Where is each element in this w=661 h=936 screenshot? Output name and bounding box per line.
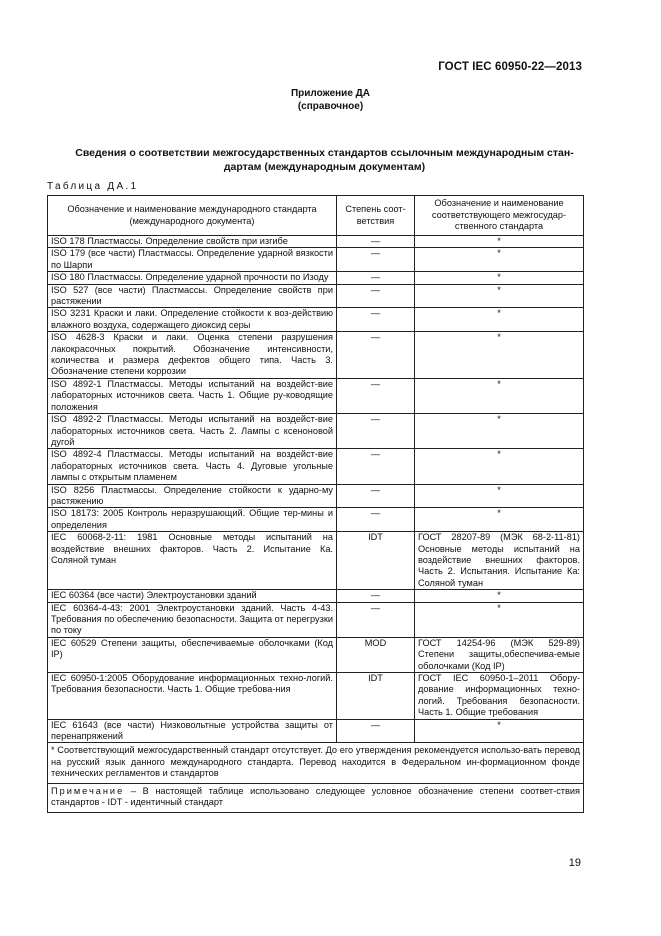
table-row [48,272,584,284]
cell-degree: IDT [337,532,415,590]
cell-national-standard: * [415,284,584,308]
table-row [48,590,584,602]
cell-degree: — [337,449,415,484]
cell-degree: — [337,719,415,743]
table-row [48,484,584,508]
note-label: Примечание [51,785,125,796]
table-row [48,414,584,449]
cell-international-standard: IEC 61643 (все части) Низковольтные устройства защиты от перенапряжений [48,719,337,743]
page-number: 19 [568,857,581,869]
cell-international-standard: ISO 4892-4 Пластмассы. Методы испытаний на воздейст-вие лабораторных источников света. Часть 4. Дуговые угольные лампы с открытым пламенем [48,449,337,484]
appendix-type: (справочное) [297,101,364,112]
cell-national-standard: * [415,590,584,602]
cell-national-standard: ГОСТ IEC 60950-1–2011 Обору-дование информационных техно-логий. Требования безопасности. Часть 1. Общие требования [415,673,584,720]
cell-degree: — [337,308,415,332]
cell-international-standard: ISO 179 (все части) Пластмассы. Определение ударной вязкости по Шарпи [48,248,337,272]
table-header-row [48,196,584,236]
cell-international-standard: IEC 60364 (все части) Электроустановки зданий [48,590,337,602]
correspondence-table-wrapper [47,195,583,813]
cell-degree: — [337,378,415,413]
cell-national-standard: * [415,378,584,413]
table-row [48,332,584,379]
cell-national-standard: * [415,272,584,284]
cell-international-standard: ISO 4628-3 Краски и лаки. Оценка степени разрушения лакокрасочных покрытий. Обозначение интенсивности, количества и размера дефектов общего типа. Часть 3. Обозначение степени коррозии [48,332,337,379]
cell-national-standard: * [415,308,584,332]
table-caption: Таблица ДА.1 [47,181,139,192]
header-national-standard: Обозначение и наименование соответствующего межгосудар-ственного стандарта [415,196,584,236]
table-row [48,508,584,532]
header-international-standard: Обозначение и наименование международного стандарта (международного документа) [48,196,337,236]
cell-degree: — [337,414,415,449]
cell-degree: — [337,332,415,379]
cell-national-standard: * [415,602,584,637]
note-text: – В настоящей таблице использовано следующее условное обозначение степени соответ-ствия стандартов - IDT - идентичный стандарт [51,785,580,808]
cell-degree: — [337,272,415,284]
table-row [48,284,584,308]
table-footnote: * Соответствующий межгосударственный стандарт отсутствует. До его утверждения рекомендуется использо-вать перевод на русский язык данного международного стандарта. Перевод находится в Федеральном ин-формационном фонде технических регламентов и стандартов [48,743,584,783]
table-body [48,236,584,743]
table-row [48,719,584,743]
cell-national-standard: * [415,719,584,743]
cell-international-standard: ISO 8256 Пластмассы. Определение стойкости к ударно-му растяжению [48,484,337,508]
cell-international-standard: IEC 60068-2-11: 1981 Основные методы испытаний на воздействие внешних факторов. Часть 2. Испытание Ка. Соляной туман [48,532,337,590]
cell-international-standard: IEC 60529 Степени защиты, обеспечиваемые оболочками (Код IP) [48,637,337,672]
cell-national-standard: * [415,414,584,449]
cell-international-standard: ISO 4892-2 Пластмассы. Методы испытаний на воздейст-вие лабораторных источников света. Часть 2. Лампы с ксеноновой дугой [48,414,337,449]
table-row [48,673,584,720]
section-title-line-2: дартам (международным документам) [223,161,426,173]
correspondence-table [47,195,584,813]
cell-national-standard: * [415,449,584,484]
note-row [48,783,584,812]
cell-national-standard: * [415,236,584,248]
table-row [48,308,584,332]
section-title [52,146,597,174]
cell-degree: — [337,248,415,272]
cell-national-standard: ГОСТ 28207-89 (МЭК 68-2-11-81) Основные методы испытаний на воздействие внешних факторов. Часть 2. Испытания. Испытание Ка: Соляной туман [415,532,584,590]
appendix-heading [0,87,661,113]
cell-international-standard: IEC 60950-1:2005 Оборудование информационных техно-логий. Требования безопасности. Часть 1. Общие требова-ния [48,673,337,720]
table-row [48,236,584,248]
cell-degree: — [337,236,415,248]
cell-degree: MOD [337,637,415,672]
cell-degree: — [337,590,415,602]
cell-national-standard: * [415,332,584,379]
cell-international-standard: ISO 527 (все части) Пластмассы. Определение свойств при растяжении [48,284,337,308]
cell-international-standard: ISO 178 Пластмассы. Определение свойств при изгибе [48,236,337,248]
cell-degree: — [337,508,415,532]
table-row [48,248,584,272]
cell-degree: IDT [337,673,415,720]
cell-degree: — [337,484,415,508]
footnote-row [48,743,584,783]
table-note [48,783,584,812]
cell-national-standard: * [415,248,584,272]
cell-international-standard: ISO 4892-1 Пластмассы. Методы испытаний на воздейст-вие лабораторных источников света. Часть 1. Общие ру-ководящие положения [48,378,337,413]
cell-international-standard: ISO 180 Пластмассы. Определение ударной прочности по Изоду [48,272,337,284]
cell-national-standard: * [415,508,584,532]
document-code: ГОСТ IEC 60950-22—2013 [438,61,582,73]
cell-national-standard: ГОСТ 14254-96 (МЭК 529-89) Степени защиты,обеспечива-емые оболочками (Код IP) [415,637,584,672]
appendix-title: Приложение ДА [290,88,371,99]
table-row [48,532,584,590]
table-row [48,378,584,413]
header-degree-of-correspondence: Степень соот-ветствия [337,196,415,236]
cell-degree: — [337,602,415,637]
cell-degree: — [337,284,415,308]
cell-international-standard: IEC 60364-4-43: 2001 Электроустановки зданий. Часть 4-43. Требования по обеспечению безопасности. Защита от перегрузки по току [48,602,337,637]
cell-national-standard: * [415,484,584,508]
cell-international-standard: ISO 18173: 2005 Контроль неразрушающий. Общие тер-мины и определения [48,508,337,532]
section-title-line-1: Сведения о соответствии межгосударственных стандартов ссылочным международным стан- [75,147,574,159]
table-row [48,602,584,637]
table-row [48,449,584,484]
table-row [48,637,584,672]
cell-international-standard: ISO 3231 Краски и лаки. Определение стойкости к воз-действию влажного воздуха, содержащего диоксид серы [48,308,337,332]
